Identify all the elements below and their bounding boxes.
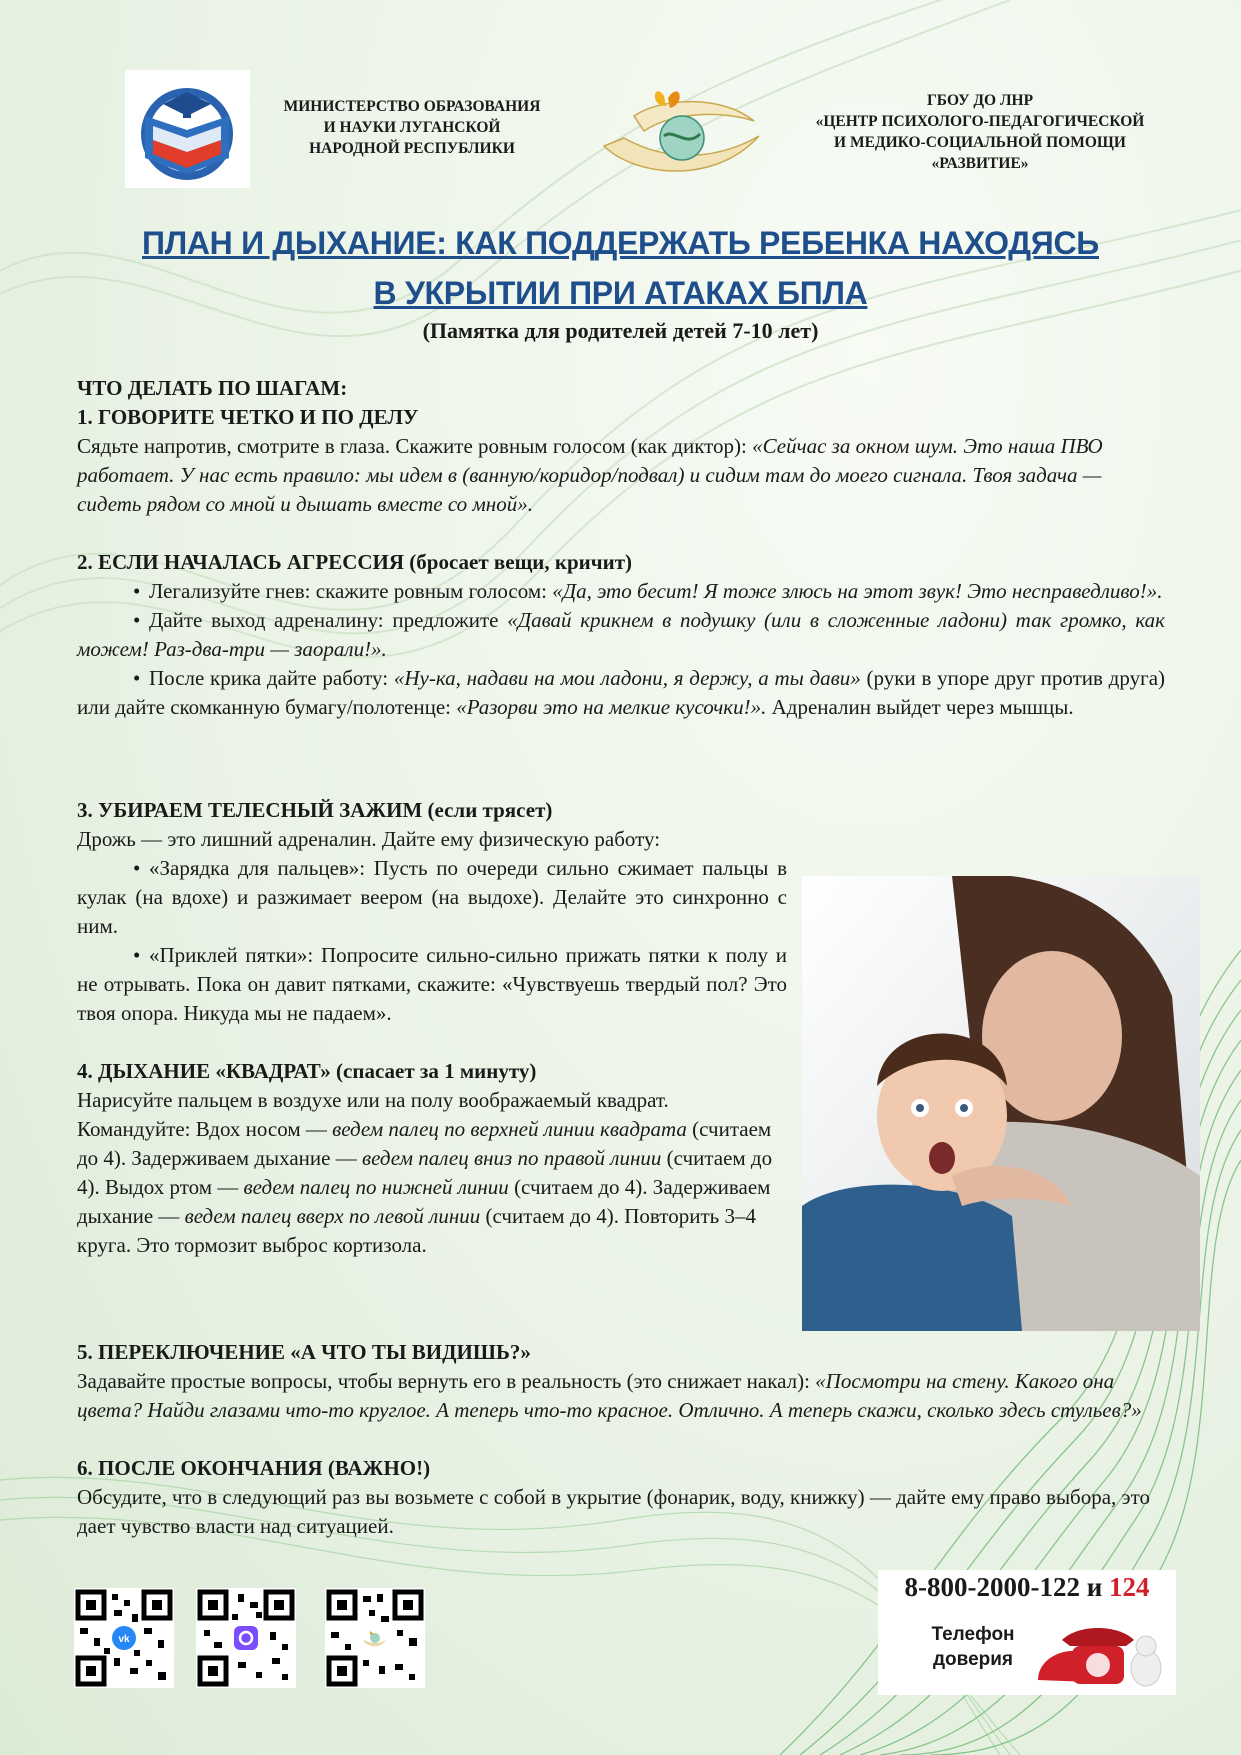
step3-bullet-2: • «Приклей пятки»: Попросите сильно-сильно прижать пятки к полу и не отрывать. Пока он давит пятками, скажите: «Чувствуешь твердый пол? Это твоя опора. Никуда мы не падаем». [77, 943, 787, 1025]
steps-middle-block [77, 796, 787, 1260]
center-name: ГБОУ ДО ЛНР «ЦЕНТР ПСИХОЛОГО-ПЕДАГОГИЧЕСКОЙ И МЕДИКО-СОЦИАЛЬНОЙ ПОМОЩИ «РАЗВИТИЕ» [815, 92, 1145, 172]
qr-code-center[interactable] [325, 1588, 425, 1688]
max-messenger-icon [234, 1626, 258, 1650]
step3-heading: 3. УБИРАЕМ ТЕЛЕСНЫЙ ЗАЖИМ (если трясет) [77, 798, 553, 822]
step3-text: Дрожь — это лишний адреналин. Дайте ему физическую работу: [77, 827, 661, 851]
vk-icon [112, 1626, 136, 1650]
qr-code-max[interactable] [196, 1588, 296, 1688]
center-logo [594, 76, 769, 186]
ministry-emblem-icon [125, 70, 250, 188]
step2-bullet-1: • Легализуйте гнев: скажите ровным голосом: «Да, это бесит! Я тоже злюсь на этот звук! Это несправедливо!». [133, 579, 1163, 603]
step1-text: Сядьте напротив, смотрите в глаза. Скажите ровным голосом (как диктор): «Сейчас за окном шум. Это наша ПВО работает. У нас есть правило: мы идем в (ванную/коридор/подвал) и сидим там до моего сигнала. Твоя задача — сидеть рядом со мной и дышать вместе со мной». [77, 434, 1103, 516]
ministry-logo [125, 70, 250, 188]
step3-bullet-1: • «Зарядка для пальцев»: Пусть по очереди сильно сжимает пальцы в кулак (на вдохе) и разжимает веером (на выдохе). Делайте это синхронно с ним. [77, 856, 787, 938]
header [0, 60, 1241, 200]
trust-hotline-box [878, 1570, 1176, 1695]
page-subtitle: (Памятка для родителей детей 7-10 лет) [422, 318, 819, 343]
page-title: ПЛАН И ДЫХАНИЕ: КАК ПОДДЕРЖАТЬ РЕБЕНКА НАХОДЯСЬ В УКРЫТИИ ПРИ АТАКАХ БПЛА [142, 225, 1099, 311]
step6-heading: 6. ПОСЛЕ ОКОНЧАНИЯ (ВАЖНО!) [77, 1456, 431, 1480]
qr-code-vk[interactable] [74, 1588, 174, 1688]
intro-heading: ЧТО ДЕЛАТЬ ПО ШАГАМ: [77, 376, 348, 400]
step4-text: Нарисуйте пальцем в воздухе или на полу воображаемый квадрат. Командуйте: Вдох носом — ведем палец по верхней линии квадрата (считаем до 4). Задерживаем дыхание — ведем палец вниз по правой линии (считаем до 4). Выдох ртом — ведем палец по нижней линии (считаем до 4). Задерживаем дыхание — ведем палец вверх по левой линии (считаем до 4). Повторить 3–4 круга. Это тормозит выброс кортизола. [77, 1088, 773, 1257]
steps-top-block [77, 374, 1165, 722]
hotline-label: Телефон доверия [931, 1624, 1015, 1670]
step2-bullet-2: • Дайте выход адреналину: предложите «Давай крикнем в подушку (или в сложенные ладони) так громко, как можем! Раз-два-три — заорали!». [77, 608, 1165, 661]
step2-heading: 2. ЕСЛИ НАЧАЛАСЬ АГРЕССИЯ (бросает вещи, кричит) [77, 550, 633, 574]
step5-text: Задавайте простые вопросы, чтобы вернуть его в реальность (это снижает накал): «Посмотри на стену. Какого она цвета? Найди глазами что-то круглое. А теперь что-то красное. Отлично. А теперь скажи, сколько здесь стульев?» [77, 1369, 1142, 1422]
step6-text: Обсудите, что в следующий раз вы возьмете с собой в укрытие (фонарик, воду, книжку) — дайте ему право выбора, это дает чувство власти над ситуацией. [77, 1485, 1150, 1538]
step4-heading: 4. ДЫХАНИЕ «КВАДРАТ» (спасает за 1 минуту) [77, 1059, 537, 1083]
step1-heading: 1. ГОВОРИТЕ ЧЕТКО И ПО ДЕЛУ [77, 405, 419, 429]
steps-bottom-block [77, 1338, 1165, 1541]
hands-globe-butterfly-icon [594, 76, 769, 186]
ministry-name: МИНИСТЕРСТВО ОБРАЗОВАНИЯ И НАУКИ ЛУГАНСКОЙ НАРОДНОЙ РЕСПУБЛИКИ [283, 98, 541, 157]
svg-text:vk: vk [118, 1634, 130, 1645]
center-logo-icon [361, 1626, 389, 1650]
mother-and-child-photo [802, 876, 1200, 1331]
red-telephone-icon [1028, 1610, 1168, 1692]
step5-heading: 5. ПЕРЕКЛЮЧЕНИЕ «А ЧТО ТЫ ВИДИШЬ?» [77, 1340, 531, 1364]
step2-bullet-3: • После крика дайте работу: «Ну-ка, надави на мои ладони, я держу, а ты дави» (руки в упоре друг против друга) или дайте скомканную бумагу/полотенце: «Разорви это на мелкие кусочки!». Адреналин выйдет через мышцы. [77, 666, 1166, 719]
hotline-phone-number[interactable]: 8-800-2000-122 и 124 [904, 1572, 1150, 1602]
